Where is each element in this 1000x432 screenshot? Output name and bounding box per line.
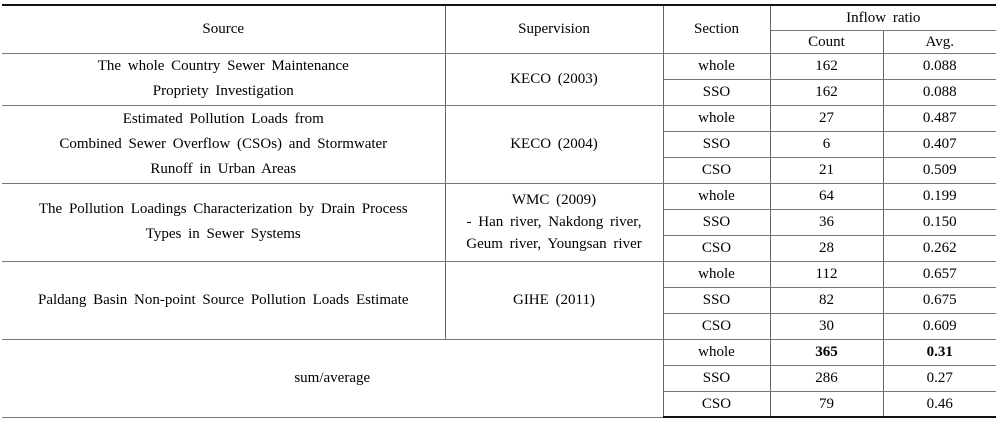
count-cell: 82 (770, 287, 883, 313)
supervision-line: GIHE (2011) (512, 292, 595, 308)
supervision-cell (445, 105, 663, 183)
section-cell: CSO (663, 391, 770, 417)
source-line: Runoff in Urban Areas (150, 160, 297, 177)
supervision-line: - Han river, Nakdong river, (466, 214, 642, 230)
section-cell: whole (663, 261, 770, 287)
table-row (2, 105, 996, 131)
avg-cell: 0.088 (883, 79, 996, 105)
header-supervision: Supervision (445, 5, 663, 53)
source-line: The Pollution Loadings Characterization by Drain Process (38, 201, 408, 217)
header-inflow-ratio: Inflow ratio (770, 5, 996, 30)
avg-cell: 0.262 (883, 235, 996, 261)
summary-label: sum/average (2, 339, 663, 417)
section-cell: CSO (663, 157, 770, 183)
header-section: Section (663, 5, 770, 53)
source-cell (2, 261, 445, 339)
source-line: Estimated Pollution Loads from (122, 110, 324, 127)
section-cell: whole (663, 105, 770, 131)
avg-cell: 0.407 (883, 131, 996, 157)
supervision-line: WMC (2009) (511, 192, 597, 208)
count-cell: 27 (770, 105, 883, 131)
section-cell: CSO (663, 235, 770, 261)
avg-cell: 0.27 (883, 365, 996, 391)
source-line: The whole Country Sewer Maintenance (97, 58, 349, 74)
section-cell: CSO (663, 313, 770, 339)
section-cell: SSO (663, 365, 770, 391)
avg-cell: 0.509 (883, 157, 996, 183)
supervision-cell (445, 261, 663, 339)
source-line: Combined Sewer Overflow (CSOs) and Stormwater (59, 135, 388, 152)
supervision-line: KECO (2004) (510, 136, 598, 152)
avg-cell: 0.46 (883, 391, 996, 417)
avg-cell: 0.150 (883, 209, 996, 235)
count-cell: 30 (770, 313, 883, 339)
section-cell: whole (663, 183, 770, 209)
count-cell: 79 (770, 391, 883, 417)
source-cell (2, 105, 445, 183)
count-cell: 6 (770, 131, 883, 157)
avg-cell: 0.31 (883, 339, 996, 365)
source-line: Propriety Investigation (152, 83, 294, 99)
avg-cell: 0.088 (883, 53, 996, 79)
count-cell: 365 (770, 339, 883, 365)
supervision-cell (445, 183, 663, 261)
count-cell: 36 (770, 209, 883, 235)
table-row (2, 53, 996, 79)
avg-cell: 0.609 (883, 313, 996, 339)
supervision-cell (445, 53, 663, 105)
table-row (2, 261, 996, 287)
section-cell: SSO (663, 79, 770, 105)
count-cell: 21 (770, 157, 883, 183)
count-cell: 162 (770, 53, 883, 79)
avg-cell: 0.199 (883, 183, 996, 209)
count-cell: 162 (770, 79, 883, 105)
section-cell: SSO (663, 209, 770, 235)
summary-row (2, 339, 996, 365)
count-cell: 112 (770, 261, 883, 287)
source-line: Paldang Basin Non-point Source Pollution Loads Estimate (38, 291, 409, 308)
inflow-ratio-table (2, 4, 996, 418)
avg-cell: 0.675 (883, 287, 996, 313)
avg-cell: 0.487 (883, 105, 996, 131)
count-cell: 286 (770, 365, 883, 391)
section-cell: whole (663, 53, 770, 79)
count-cell: 64 (770, 183, 883, 209)
count-cell: 28 (770, 235, 883, 261)
header-source: Source (2, 5, 445, 53)
header-count: Count (770, 30, 883, 53)
source-line: Types in Sewer Systems (145, 226, 301, 242)
source-cell (2, 53, 445, 105)
supervision-line: Geum river, Youngsan river (466, 236, 642, 252)
section-cell: whole (663, 339, 770, 365)
section-cell: SSO (663, 131, 770, 157)
supervision-line: KECO (2003) (510, 71, 598, 87)
source-cell (2, 183, 445, 261)
table-row (2, 183, 996, 209)
section-cell: SSO (663, 287, 770, 313)
avg-cell: 0.657 (883, 261, 996, 287)
header-avg: Avg. (883, 30, 996, 53)
